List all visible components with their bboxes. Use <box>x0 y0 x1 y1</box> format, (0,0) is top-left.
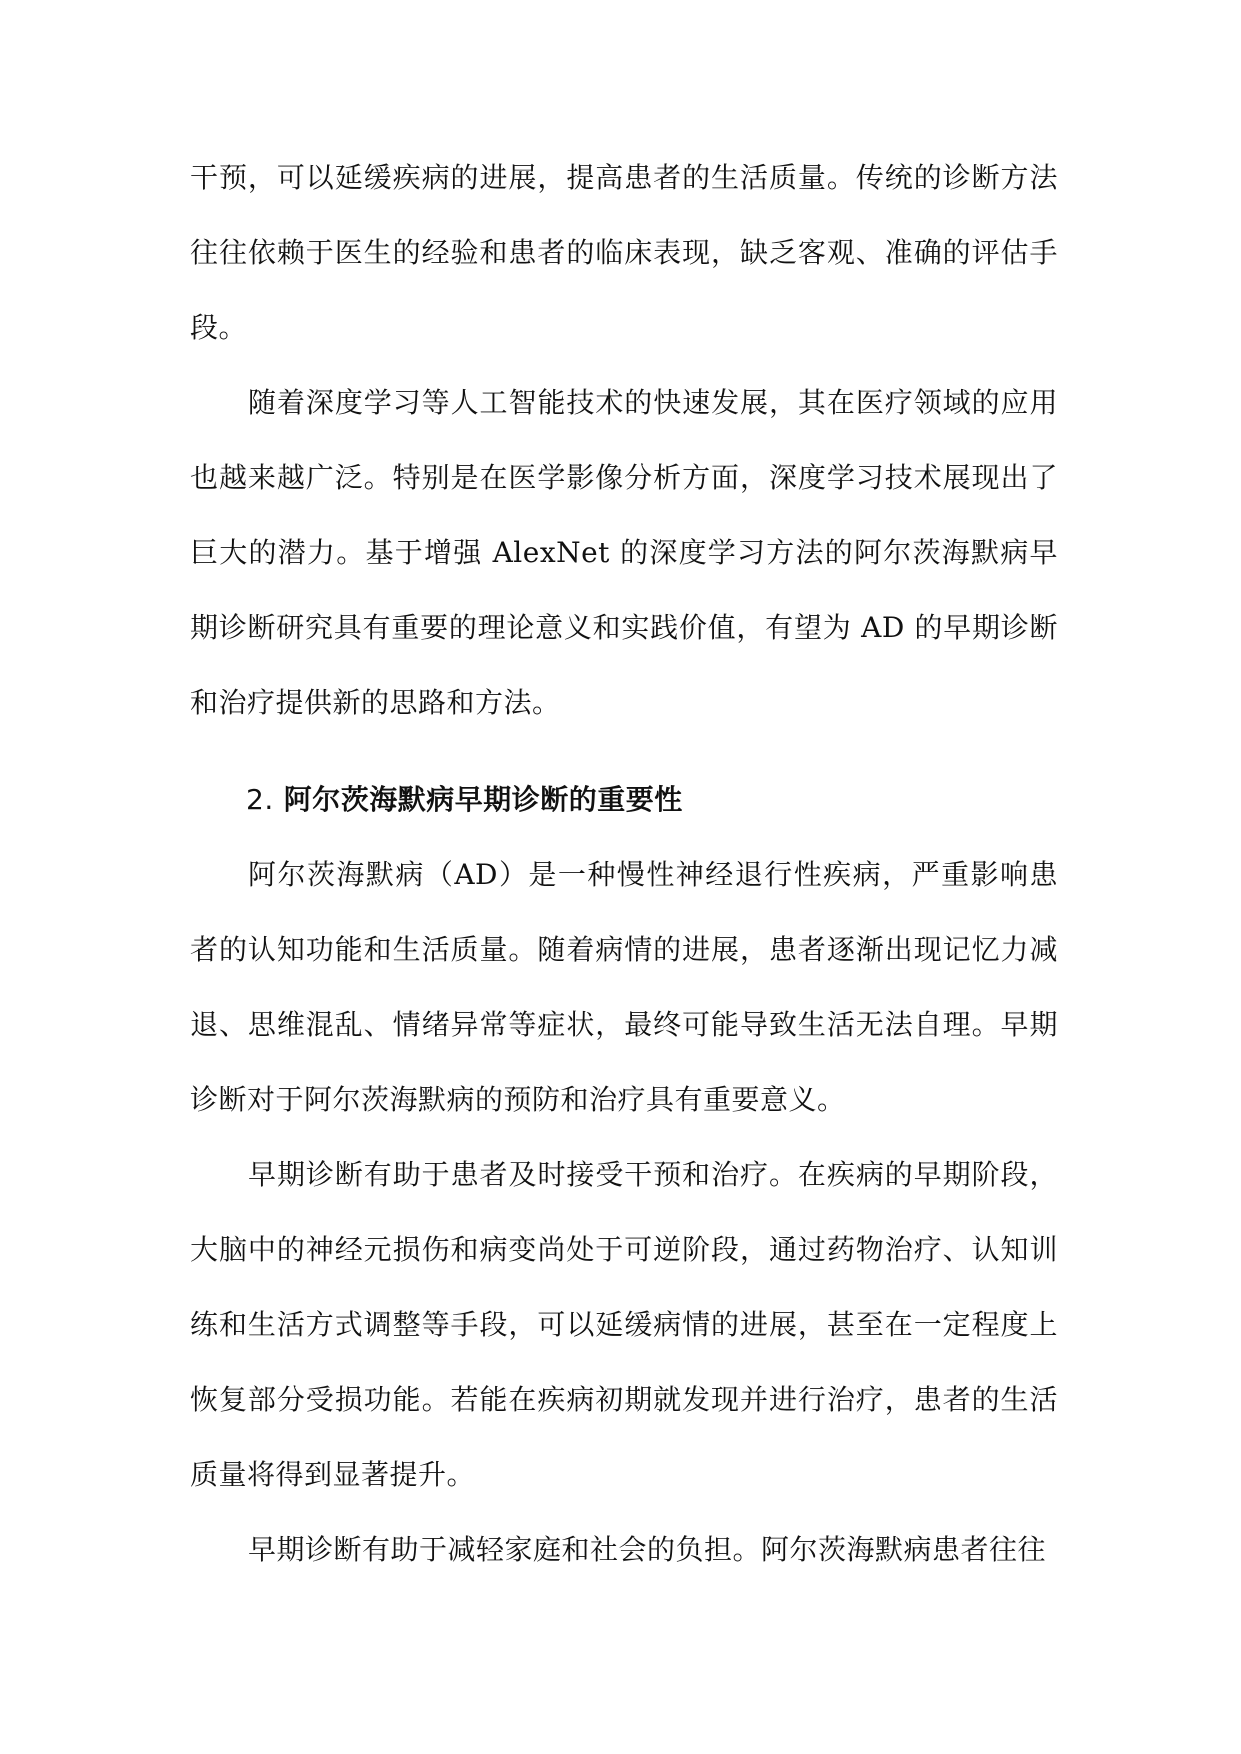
document-page <box>190 140 1058 1587</box>
paragraph-continuation: 干预，可以延缓疾病的进展，提高患者的生活质量。传统的诊断方法往往依赖于医生的经验和患者的临床表现，缺乏客观、准确的评估手段。 <box>190 161 1058 344</box>
paragraph-ai-development: 随着深度学习等人工智能技术的快速发展，其在医疗领域的应用也越来越广泛。特别是在医学影像分析方面，深度学习技术展现出了巨大的潜力。基于增强 AlexNet 的深度学习方法的阿尔茨海默病早期诊断研究具有重要的理论意义和实践价值，有望为 AD 的早期诊断和治疗提供新的思路和方法。 <box>190 386 1058 719</box>
section-heading <box>190 762 1058 837</box>
paragraph-burden: 早期诊断有助于减轻家庭和社会的负担。阿尔茨海默病患者往往 <box>248 1533 1047 1566</box>
paragraph-early-intervention: 早期诊断有助于患者及时接受干预和治疗。在疾病的早期阶段，大脑中的神经元损伤和病变尚处于可逆阶段，通过药物治疗、认知训练和生活方式调整等手段，可以延缓病情的进展，甚至在一定程度上恢复部分受损功能。若能在疾病初期就发现并进行治疗，患者的生活质量将得到显著提升。 <box>190 1158 1058 1491</box>
section-number: 2. <box>246 783 274 816</box>
section-title: 阿尔茨海默病早期诊断的重要性 <box>283 783 683 816</box>
paragraph-ad-overview: 阿尔茨海默病（AD）是一种慢性神经退行性疾病，严重影响患者的认知功能和生活质量。随着病情的进展，患者逐渐出现记忆力减退、思维混乱、情绪异常等症状，最终可能导致生活无法自理。早期诊断对于阿尔茨海默病的预防和治疗具有重要意义。 <box>190 858 1058 1116</box>
